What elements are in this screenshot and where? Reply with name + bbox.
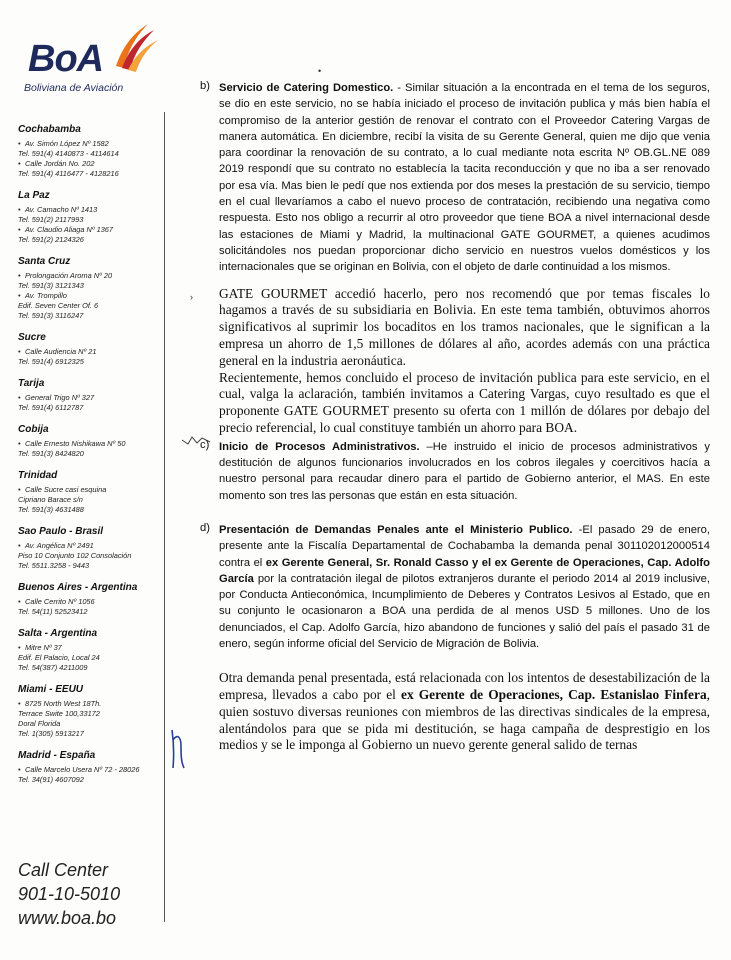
address-text: Mitre Nº 37: [25, 643, 62, 652]
section-d-p2-text-c: , quien sostuvo diversas reuniones con miembros de las directivas sindicales de la empresa, alentándolos para que se pida mi destitución, se haga campaña de desprestigio en los medios y se le imponga al Gobierno un nuevo gerente general salido de ternas: [219, 687, 711, 753]
call-center-label: Call Center: [18, 860, 109, 880]
office-address-line: [18, 729, 163, 739]
address-text: Tel. 591(3) 3121343: [18, 281, 84, 290]
address-text: Calle Audiencia Nº 21: [25, 347, 97, 356]
office-address-line: [18, 281, 163, 291]
address-text: Tel. 591(3) 4631488: [18, 505, 84, 514]
bullet-icon: •: [18, 699, 21, 708]
logo-subtitle: Boliviana de Aviación: [24, 82, 124, 94]
section-c-paragraph: [219, 439, 710, 504]
office-6: [18, 470, 163, 515]
office-address-line: [18, 347, 163, 357]
office-address-line: [18, 311, 163, 321]
address-text: Prolongación Aroma Nº 20: [25, 271, 113, 280]
office-city: Cochabamba: [18, 124, 81, 135]
office-address-line: [18, 205, 163, 215]
section-d-text-1: -El pasado 29 de enero, presente ante la Fiscalía Departamental de Cochabamba la demanda penal 301102012000514 contra el: [219, 523, 710, 569]
section-c: [200, 439, 710, 504]
address-text: Tel. 591(4) 6112787: [18, 403, 84, 412]
address-text: Edif. Seven Center Of. 6: [18, 301, 99, 310]
address-text: Tel. 591(3) 3116247: [18, 311, 84, 320]
address-text: Tel. 591(4) 4116477 - 4128216: [18, 169, 119, 178]
office-address-line: [18, 485, 163, 495]
sidebar-divider: [164, 112, 165, 922]
address-text: Cipriano Barace s/n: [18, 495, 83, 504]
section-d-paragraph-1: [219, 522, 710, 652]
section-b-label: b): [200, 80, 210, 92]
address-text: Calle Ernesto Nishikawa Nº 50: [25, 439, 126, 448]
handwritten-initial: [168, 724, 190, 772]
office-address-line: [18, 551, 163, 561]
section-d-heading: Presentación de Demandas Penales ante el Ministerio Publico.: [219, 523, 573, 536]
section-b: [200, 80, 710, 276]
letter-body: [200, 80, 710, 754]
office-address-line: [18, 765, 163, 775]
address-text: Tel. 5511.3258 - 9443: [18, 561, 90, 570]
office-address-line: [18, 699, 163, 709]
scan-speck: •: [318, 66, 322, 76]
office-city: Sao Paulo - Brasil: [18, 526, 104, 537]
office-11: [18, 750, 163, 785]
office-address-line: [18, 709, 163, 719]
office-4: [18, 378, 163, 413]
address-text: Tel. 591(2) 2117993: [18, 215, 84, 224]
office-address-line: [18, 505, 163, 515]
logo-wordmark: BoA: [28, 38, 104, 80]
address-text: 8725 North West 18Th.: [25, 699, 102, 708]
section-c-heading: Inicio de Procesos Administrativos.: [219, 440, 420, 453]
call-center-block: [18, 858, 120, 930]
section-d: [200, 522, 710, 652]
address-text: Calle Marcelo Usera Nº 72 - 28026: [25, 765, 140, 774]
address-text: Piso 10 Conjunto 102 Consolación: [18, 551, 132, 560]
office-address-line: [18, 663, 163, 673]
office-8: [18, 582, 163, 617]
office-1: [18, 190, 163, 245]
letterhead-sidebar: [0, 0, 160, 960]
office-city: Tarija: [18, 378, 45, 389]
office-address-line: [18, 541, 163, 551]
address-text: General Trigo Nº 327: [25, 393, 95, 402]
office-address-line: [18, 561, 163, 571]
section-d-paragraph-2: [219, 670, 710, 754]
section-b-text: - Similar situación a la encontrada en el tema de los seguros, se dio en este servicio, no se había iniciado el proceso de invitación publica y más bien había el compromiso de la anterior gestión de renovar el contrato con el Proveedor Catering Vargas de manera automática. En diciembre, recibí la visita de su Gerente General, quien me dijo que venia para coordinar la renovación de su contrato, a lo cual mediante nota escrita Nº OB.GL.NE 089 2019 respondí que su contrato no establecía la tacita reconducción y que no iba a ser renovado por esa vía. Mas bien le pedí que nos extienda por dos meses la prestación de su servicio, tiempo en el cual llevaríamos a cabo el nuevo proceso de contratación, recibiendo una negativa como respuesta. Esto nos obligo a recurrir al otro proveedor que tiene BOA a nivel internacional desde las estaciones de Miami y Madrid, la multinacional GATE GOURMET, a quienes acudimos solicitándoles nos puedan proporcionar dicho servicio en nuestros vuelos domésticos y los internacionales que se originan en Bolivia, con el objeto de darle continuidad a los mismos.: [219, 82, 711, 274]
office-city: Santa Cruz: [18, 256, 71, 267]
office-9: [18, 628, 163, 673]
section-b-heading: Servicio de Catering Domestico.: [219, 82, 394, 94]
bullet-icon: •: [18, 139, 21, 148]
bullet-icon: •: [18, 347, 21, 356]
office-list: [18, 124, 163, 796]
address-text: Edif. El Palacio, Local 24: [18, 653, 100, 662]
office-address-line: [18, 149, 163, 159]
address-text: Doral Florida: [18, 719, 61, 728]
office-address-line: [18, 439, 163, 449]
office-address-line: [18, 271, 163, 281]
office-2: [18, 256, 163, 321]
office-city: Miami - EEUU: [18, 684, 84, 695]
section-b-paragraph-1: [219, 80, 710, 276]
bullet-icon: •: [18, 205, 21, 214]
office-city: Trinidad: [18, 470, 58, 481]
office-7: [18, 526, 163, 571]
address-text: Tel. 591(2) 2124326: [18, 235, 84, 244]
address-text: Terrace Swite 100,33172: [18, 709, 100, 718]
bullet-icon: •: [18, 159, 21, 168]
boa-logo: [24, 20, 164, 100]
office-address-line: [18, 449, 163, 459]
section-b-paragraph-2: GATE GOURMET accedió hacerlo, pero nos recomendó que por temas fiscales lo hagamos a través de su subsidiaria en Bolivia. En este tema también, obtuvimos ahorros significativos al suprimir los bocaditos en los tramos nacionales, que le significan a la empresa un ahorro de 1,5 millones de dólares al año, acordes además con una práctica general en la industria aeronáutica.: [219, 285, 710, 368]
office-address-line: [18, 643, 163, 653]
call-center-phone: 901-10-5010: [18, 884, 121, 904]
address-text: Av. Claudio Aliaga Nº 1367: [25, 225, 114, 234]
office-address-line: [18, 607, 163, 617]
office-city: Madrid - España: [18, 750, 96, 761]
section-d-text-2: por la contratación ilegal de pilotos extranjeros durante el periodo 2014 al 2019 inclusive, por Conducta Antieconómica, Incumplimiento de Deberes y Contratos Lesivos al Estado, que en su conjunto le ocasionaron a BOA una perdida de al menos USD 5 millones. Uno de los denunciados, el Cap. Adolfo García, hizo abandono de funciones y salió del país el pasado 31 de enero, según informe oficial del Servicio de Migración de Bolivia.: [219, 572, 710, 650]
address-text: Av. Angélica Nº 2491: [25, 541, 94, 550]
address-text: Av. Simón López Nº 1582: [25, 139, 109, 148]
office-address-line: [18, 139, 163, 149]
website-link: www.boa.bo: [18, 908, 117, 928]
office-address-line: [18, 235, 163, 245]
office-address-line: [18, 225, 163, 235]
address-text: Tel. 591(4) 4140873 - 4114614: [18, 149, 119, 158]
office-city: Sucre: [18, 332, 46, 343]
office-address-line: [18, 291, 163, 301]
section-d-p2-text-a: Otra demanda penal presentada, está relacionada con los intentos de desestabilización de la empresa, llevados a cabo por el: [219, 670, 710, 703]
office-address-line: [18, 159, 163, 169]
section-d-defendants: ex Gerente General, Sr. Ronald Casso y el ex Gerente de Operaciones, Cap. Adolfo García: [219, 556, 710, 585]
address-text: Tel. 34(91) 4607092: [18, 775, 84, 784]
section-b-paragraph-3: Recientemente, hemos concluido el proceso de invitación publica para este servicio, en el cual, valga la aclaración, también invitamos a Catering Vargas, cuyo resultado es que el proponente GATE GOURMET presento su oferta con 1 millón de dólares por debajo del precio referencial, lo cual constituye también un ahorro para BOA.: [219, 369, 710, 435]
bullet-icon: •: [18, 485, 21, 494]
margin-mark: ›: [190, 292, 193, 302]
bullet-icon: •: [18, 597, 21, 606]
section-c-label: c): [200, 438, 210, 451]
office-3: [18, 332, 163, 367]
address-text: Tel. 591(4) 6912325: [18, 357, 84, 366]
office-city: La Paz: [18, 190, 50, 201]
office-city: Cobija: [18, 424, 49, 435]
section-d-label: d): [200, 521, 210, 534]
office-city: Salta - Argentina: [18, 628, 98, 639]
office-0: [18, 124, 163, 179]
office-address-line: [18, 495, 163, 505]
address-text: Av. Trompillo: [25, 291, 67, 300]
section-d-p2-defendant: ex Gerente de Operaciones, Cap. Estanislao Finfera: [401, 687, 707, 703]
bullet-icon: •: [18, 291, 21, 300]
office-address-line: [18, 653, 163, 663]
address-text: Tel. 54(11) 52523412: [18, 607, 88, 616]
bullet-icon: •: [18, 393, 21, 402]
office-address-line: [18, 719, 163, 729]
office-address-line: [18, 775, 163, 785]
office-address-line: [18, 357, 163, 367]
office-city: Buenos Aires - Argentina: [18, 582, 138, 593]
address-text: Calle Cerrito Nº 1056: [25, 597, 95, 606]
office-address-line: [18, 403, 163, 413]
address-text: Tel. 54(387) 4211009: [18, 663, 88, 672]
bullet-icon: •: [18, 541, 21, 550]
office-address-line: [18, 393, 163, 403]
bullet-icon: •: [18, 439, 21, 448]
office-address-line: [18, 301, 163, 311]
address-text: Tel. 591(3) 8424820: [18, 449, 84, 458]
bullet-icon: •: [18, 271, 21, 280]
section-c-text: –He instruido el inicio de procesos administrativos y destitución de algunos funcionarios involucrados en los cobros ilegales y coercitivos hacía a nuestro personal para recaudar dinero para el partido de Gobierno anterior, el MAS. En este momento son tres las personas que están en esta situación.: [219, 440, 710, 502]
office-address-line: [18, 215, 163, 225]
bullet-icon: •: [18, 643, 21, 652]
bullet-icon: •: [18, 765, 21, 774]
office-address-line: [18, 597, 163, 607]
address-text: Tel. 1(305) 5913217: [18, 729, 84, 738]
office-10: [18, 684, 163, 739]
office-5: [18, 424, 163, 459]
address-text: Av. Camacho Nº 1413: [25, 205, 98, 214]
office-address-line: [18, 169, 163, 179]
bullet-icon: •: [18, 225, 21, 234]
address-text: Calle Sucre casi esquina: [25, 485, 107, 494]
address-text: Calle Jordán No. 202: [25, 159, 95, 168]
